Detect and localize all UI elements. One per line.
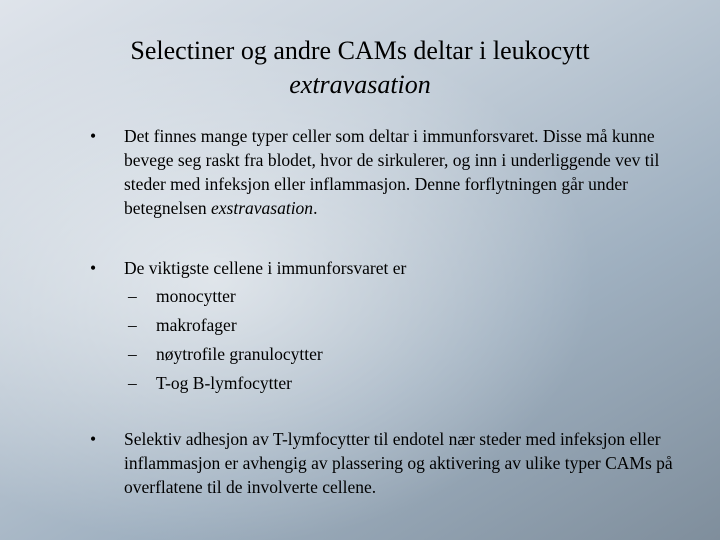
bullet-text-1: [124, 124, 684, 220]
bullet-marker: •: [90, 258, 97, 278]
slide-title-line1: Selectiner og andre CAMs deltar i leukocytt: [130, 36, 590, 65]
dash-marker: –: [128, 286, 137, 306]
slide-title-line2: extravasation: [289, 70, 431, 99]
bullet-text-1-main: Det finnes mange typer celler som deltar i immunforsvaret. Disse må kunne bevege seg raskt fra blodet, hvor de sirkulerer, og inn i underliggende vev til steder med infeksjon eller inflammasjon. Denne forflytningen går under betegnelsen: [124, 126, 660, 218]
sub-item-text: makrofager: [156, 315, 237, 335]
sub-item-text: monocytter: [156, 286, 236, 306]
sub-item-text: nøytrofile granulocytter: [156, 344, 323, 364]
bullet-text-3: Selektiv adhesjon av T-lymfocytter til endotel nær steder med infeksjon eller inflammasjon er avhengig av plassering og aktivering av ulike typer CAMs på overflatene til de involverte cellene.: [124, 429, 673, 497]
bullet-text-1-end: .: [313, 198, 318, 218]
bullet-marker: •: [90, 126, 97, 146]
bullet-marker: •: [90, 429, 97, 449]
dash-marker: –: [128, 315, 137, 335]
slide-title: [60, 34, 660, 102]
dash-marker: –: [128, 373, 137, 393]
sub-item-text: T-og B-lymfocytter: [156, 373, 292, 393]
dash-marker: –: [128, 344, 137, 364]
bullet-text-1-emphasis: exstravasation: [210, 198, 314, 218]
bullet-text-2: De viktigste cellene i immunforsvaret er: [124, 258, 407, 278]
